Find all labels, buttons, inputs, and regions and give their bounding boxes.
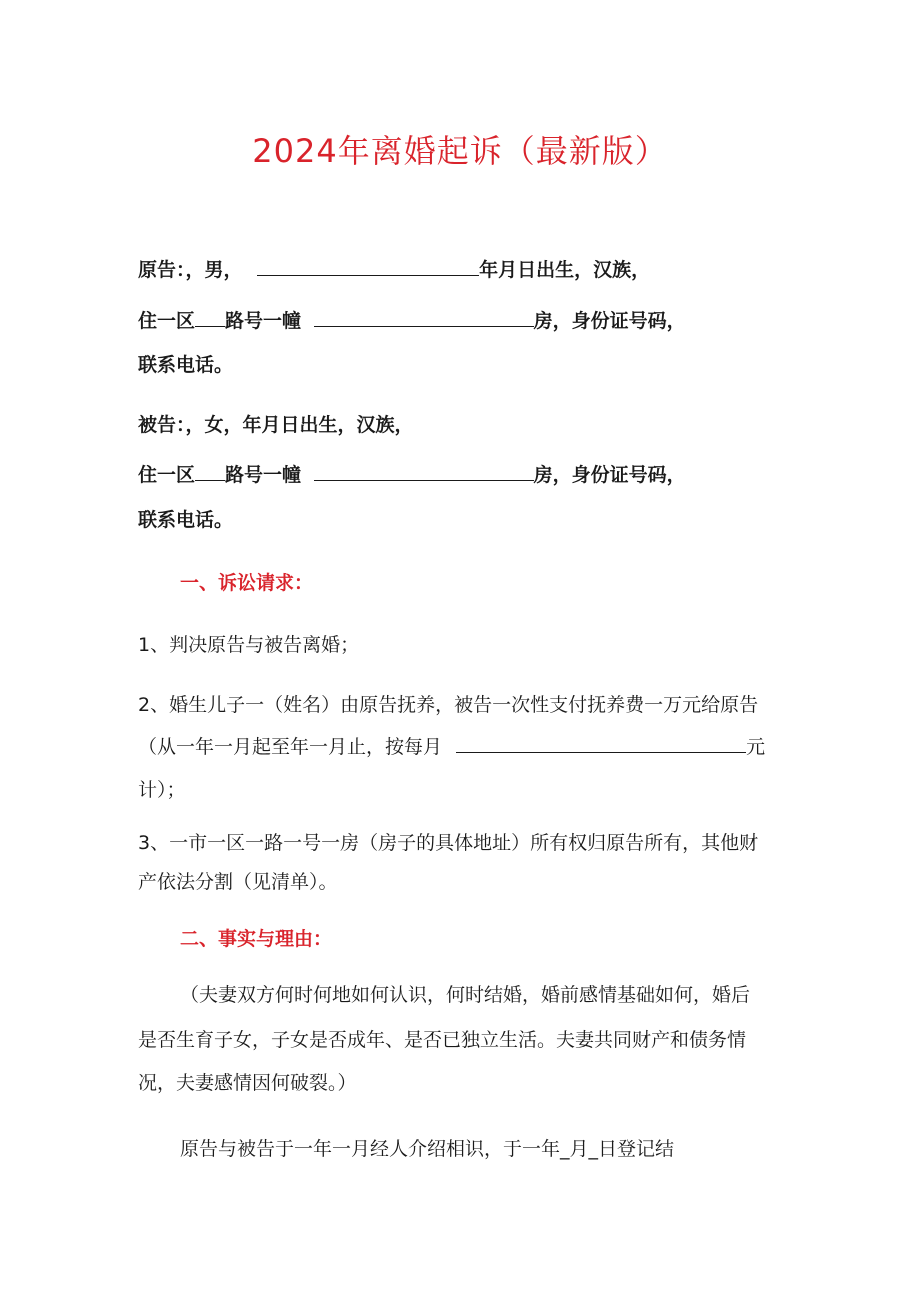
plaintiff-line-2 bbox=[138, 308, 686, 334]
defendant-blank-2 bbox=[314, 462, 534, 481]
claim-item-2-line-2 bbox=[138, 722, 765, 772]
section-facts-heading: 二、事实与理由： bbox=[180, 928, 333, 950]
document-title: 2024年离婚起诉（最新版） bbox=[252, 132, 668, 170]
claim-item-2-blank bbox=[456, 734, 746, 753]
facts-para-1-line-1: （夫妻双方何时何地如何认识，何时结婚，婚前感情基础如何，婚后 bbox=[180, 984, 751, 1006]
plaintiff-name-sex: 原告：，男， bbox=[138, 259, 243, 281]
claim-item-2-period: （从一年一月起至年一月止，按每月 bbox=[138, 736, 443, 758]
claim-item-2-line-3: 计）； bbox=[138, 779, 186, 801]
plaintiff-phone: 联系电话。 bbox=[138, 354, 234, 376]
plaintiff-blank-2 bbox=[314, 308, 534, 327]
facts-para-1-line-3: 况，夫妻感情因何破裂。） bbox=[138, 1072, 357, 1094]
plaintiff-address-room-id: 房，身份证号码， bbox=[533, 310, 686, 332]
claim-item-3-line-1: 3、一市一区一路一号一房（房子的具体地址）所有权归原告所有，其他财 bbox=[138, 832, 759, 854]
claim-item-2-unit: 元 bbox=[746, 736, 766, 758]
plaintiff-birth-ethnicity: 年月日出生，汉族， bbox=[479, 259, 651, 281]
plaintiff-address-road: 路号一幢 bbox=[225, 310, 302, 332]
section-claims-heading: 一、诉讼请求： bbox=[180, 572, 314, 594]
defendant-address-district: 住一区 bbox=[138, 464, 196, 486]
claim-item-1: 1、判决原告与被告离婚； bbox=[138, 634, 360, 656]
defendant-address-room-id: 房，身份证号码， bbox=[533, 464, 686, 486]
claim-item-3-line-2: 产依法分割（见清单）。 bbox=[138, 871, 338, 893]
facts-para-1-line-2: 是否生育子女，子女是否成年、是否已独立生活。夫妻共同财产和债务情 bbox=[138, 1029, 747, 1051]
claim-item-2-line-1: 2、婚生儿子一（姓名）由原告抚养，被告一次性支付抚养费一万元给原告 bbox=[138, 694, 759, 716]
facts-para-2-line-1: 原告与被告于一年一月经人介绍相识，于一年_月_日登记结 bbox=[180, 1138, 675, 1160]
plaintiff-address-district: 住一区 bbox=[138, 310, 196, 332]
defendant-line-1: 被告：，女，年月日出生，汉族， bbox=[138, 414, 414, 436]
plaintiff-blank-1 bbox=[257, 257, 479, 276]
plaintiff-line-1 bbox=[138, 257, 650, 283]
plaintiff-blank-district bbox=[195, 308, 225, 327]
defendant-line-2 bbox=[138, 462, 686, 488]
defendant-address-road: 路号一幢 bbox=[225, 464, 302, 486]
defendant-blank-district bbox=[195, 462, 225, 481]
defendant-phone: 联系电话。 bbox=[138, 509, 234, 531]
